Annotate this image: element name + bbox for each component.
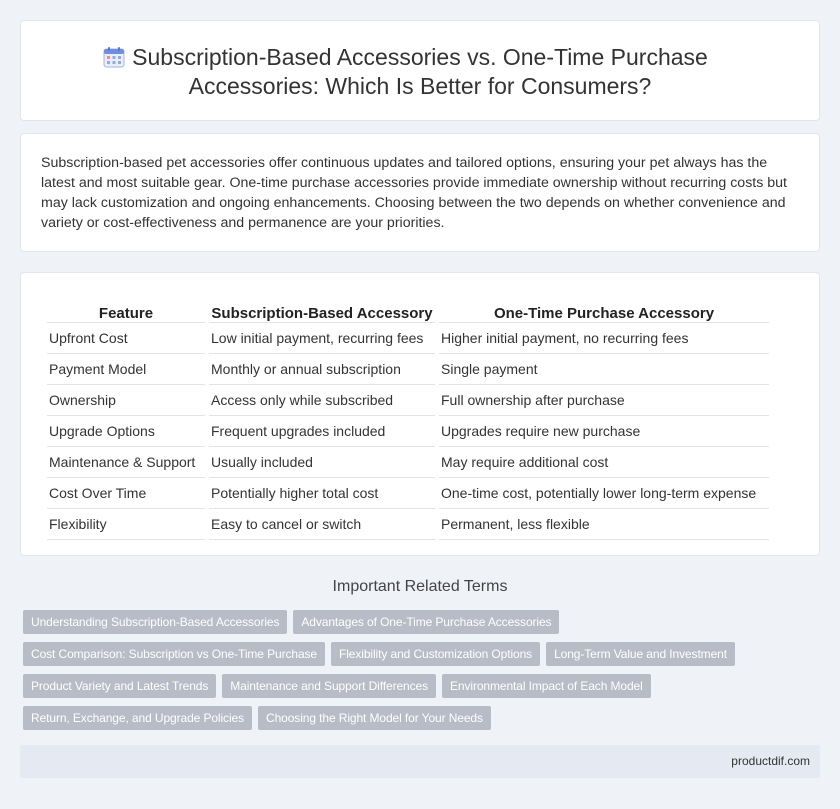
related-term-tag[interactable]: Long-Term Value and Investment <box>546 642 735 666</box>
table-cell: One-time cost, potentially lower long-term expense <box>439 478 769 509</box>
related-term-tag[interactable]: Cost Comparison: Subscription vs One-Time Purchase <box>23 642 325 666</box>
table-cell: May require additional cost <box>439 447 769 478</box>
table-cell: Upfront Cost <box>47 323 205 354</box>
related-terms-heading: Important Related Terms <box>332 578 508 595</box>
table-row <box>47 323 769 354</box>
table-row <box>47 509 769 540</box>
comparison-table <box>43 295 773 540</box>
table-cell: Upgrades require new purchase <box>439 416 769 447</box>
column-header-one-time: One-Time Purchase Accessory <box>439 295 769 323</box>
tag-row <box>23 706 813 730</box>
table-cell: Access only while subscribed <box>209 385 435 416</box>
table-row <box>47 354 769 385</box>
related-term-tag[interactable]: Maintenance and Support Differences <box>222 674 436 698</box>
table-cell: Payment Model <box>47 354 205 385</box>
table-row <box>47 385 769 416</box>
table-cell: Flexibility <box>47 509 205 540</box>
related-term-tag[interactable]: Understanding Subscription-Based Accessories <box>23 610 287 634</box>
table-cell: Easy to cancel or switch <box>209 509 435 540</box>
table-cell: Single payment <box>439 354 769 385</box>
related-terms-tags <box>23 610 813 738</box>
table-cell: Upgrade Options <box>47 416 205 447</box>
table-cell: Higher initial payment, no recurring fees <box>439 323 769 354</box>
related-term-tag[interactable]: Return, Exchange, and Upgrade Policies <box>23 706 252 730</box>
table-cell: Potentially higher total cost <box>209 478 435 509</box>
table-row <box>47 416 769 447</box>
table-row <box>47 447 769 478</box>
table-cell: Usually included <box>209 447 435 478</box>
column-header-feature: Feature <box>47 295 205 323</box>
tag-row <box>23 674 813 698</box>
summary-text: Subscription-based pet accessories offer continuous updates and tailored options, ensuring your pet always has the latest and most suitable gear. One-time purchase accessories provide immediate ownership without recurring costs but may lack customization and ongoing enhancements. Choosing between the two depends on whether convenience and variety or cost-effectiveness and permanence are your priorities. <box>41 155 787 231</box>
page-title: Subscription-Based Accessories vs. One-Time Purchase Accessories: Which Is Better for Consumers? <box>132 44 708 99</box>
related-term-tag[interactable]: Product Variety and Latest Trends <box>23 674 216 698</box>
tag-row <box>23 610 813 634</box>
table-cell: Frequent upgrades included <box>209 416 435 447</box>
related-term-tag[interactable]: Flexibility and Customization Options <box>331 642 540 666</box>
related-term-tag[interactable]: Choosing the Right Model for Your Needs <box>258 706 491 730</box>
table-cell: Ownership <box>47 385 205 416</box>
related-term-tag[interactable]: Environmental Impact of Each Model <box>442 674 651 698</box>
table-row <box>47 478 769 509</box>
table-cell: Full ownership after purchase <box>439 385 769 416</box>
summary-card <box>20 133 820 252</box>
related-term-tag[interactable]: Advantages of One-Time Purchase Accessories <box>293 610 559 634</box>
column-header-subscription: Subscription-Based Accessory <box>209 295 435 323</box>
table-cell: Permanent, less flexible <box>439 509 769 540</box>
footer-site-link[interactable]: productdif.com <box>731 754 810 768</box>
tag-row <box>23 642 813 666</box>
table-cell: Monthly or annual subscription <box>209 354 435 385</box>
comparison-table-card <box>20 272 820 556</box>
table-cell: Maintenance & Support <box>47 447 205 478</box>
table-cell: Cost Over Time <box>47 478 205 509</box>
title-card <box>20 20 820 121</box>
table-cell: Low initial payment, recurring fees <box>209 323 435 354</box>
table-header-row <box>47 295 769 323</box>
footer <box>20 745 820 778</box>
